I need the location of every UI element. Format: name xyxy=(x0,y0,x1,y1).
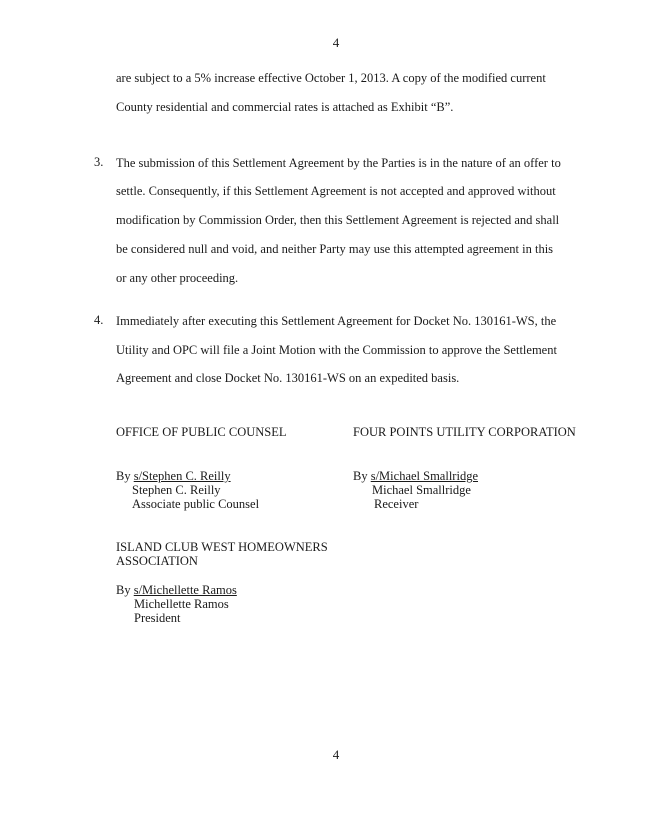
signature: s/Stephen C. Reilly xyxy=(133,469,231,483)
signatory-name: Michael Smallridge xyxy=(372,483,471,497)
by-label: By xyxy=(116,469,131,483)
text-line: Immediately after executing this Settlement Agreement for Docket No. 130161-WS, the xyxy=(116,314,557,328)
text-line: Utility and OPC will file a Joint Motion with the Commission to approve the Settlement xyxy=(116,343,557,357)
signature: s/Michellette Ramos xyxy=(133,583,237,597)
page-number-top: 4 xyxy=(332,35,340,50)
signatory-org: ISLAND CLUB WEST HOMEOWNERS xyxy=(116,540,328,554)
signatory-org: OFFICE OF PUBLIC COUNSEL xyxy=(116,425,287,439)
signatory-title: Receiver xyxy=(374,497,419,511)
signature-line xyxy=(353,469,478,483)
signatory-org: FOUR POINTS UTILITY CORPORATION xyxy=(353,425,576,439)
signature: s/Michael Smallridge xyxy=(370,469,478,483)
text-line: or any other proceeding. xyxy=(116,271,239,285)
signatory-title: President xyxy=(134,611,181,625)
signature-line xyxy=(116,469,286,483)
signatory-org: ASSOCIATION xyxy=(116,554,198,568)
signatory-name: Michellette Ramos xyxy=(134,597,229,611)
item-number: 4. xyxy=(94,313,104,327)
text-line: are subject to a 5% increase effective October 1, 2013. A copy of the modified current xyxy=(116,71,546,85)
by-label: By xyxy=(353,469,368,483)
text-line: The submission of this Settlement Agreement by the Parties is in the nature of an offer to xyxy=(116,156,561,170)
text-line: modification by Commission Order, then this Settlement Agreement is rejected and shall xyxy=(116,213,560,227)
by-label: By xyxy=(116,583,131,597)
text-line: settle. Consequently, if this Settlement Agreement is not accepted and approved without xyxy=(116,184,556,198)
signatory-name: Stephen C. Reilly xyxy=(132,483,221,497)
item-number: 3. xyxy=(94,155,104,169)
signatory-title: Associate public Counsel xyxy=(132,497,260,511)
page-number-bottom: 4 xyxy=(332,747,340,762)
text-line: County residential and commercial rates is attached as Exhibit “B”. xyxy=(116,100,454,114)
text-line: be considered null and void, and neither Party may use this attempted agreement in this xyxy=(116,242,554,256)
text-line: Agreement and close Docket No. 130161-WS on an expedited basis. xyxy=(116,371,460,385)
signature-line xyxy=(116,583,237,597)
